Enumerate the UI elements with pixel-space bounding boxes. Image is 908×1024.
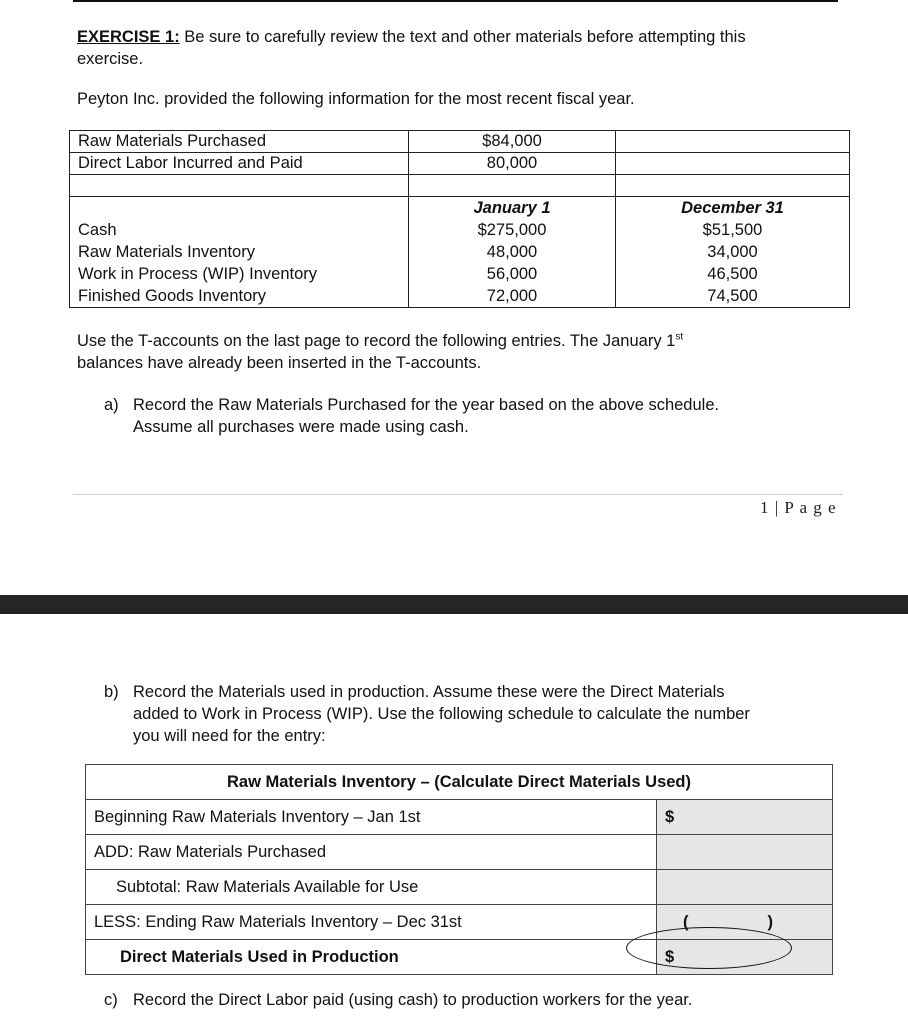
balance-labels [70, 197, 409, 308]
exercise-text-line2: exercise. [77, 50, 144, 68]
january-header: January 1 [473, 199, 551, 217]
intro-text: Peyton Inc. provided the following information for the most recent fiscal year. [77, 90, 635, 108]
table-row [86, 835, 833, 870]
page-number: 1 | P a g e [760, 498, 837, 517]
item-c-marker: c) [104, 991, 118, 1009]
jan-value: 72,000 [486, 287, 538, 305]
exercise-heading [77, 26, 847, 70]
calc-row-label: Beginning Raw Materials Inventory – Jan 1st [86, 800, 657, 835]
december-header: December 31 [681, 199, 784, 217]
item-a-marker: a) [104, 396, 119, 414]
row-label: Direct Labor Incurred and Paid [70, 153, 409, 175]
calc-value-field[interactable]: $ [657, 940, 833, 975]
balance-label-raw-materials: Raw Materials Inventory [78, 243, 255, 261]
item-b-line2: added to Work in Process (WIP). Use the following schedule to calculate the number [133, 705, 750, 723]
item-b-line1: Record the Materials used in production. Assume these were the Direct Materials [133, 683, 725, 701]
january-column [409, 197, 616, 308]
dec-value: 74,500 [707, 287, 758, 305]
dec-value: 46,500 [707, 265, 758, 283]
item-c [104, 989, 844, 1011]
row-value: 80,000 [409, 153, 616, 175]
calc-value-field[interactable] [657, 870, 833, 905]
calc-row-label: LESS: Ending Raw Materials Inventory – Dec 31st [86, 905, 657, 940]
paren-close: ) [767, 912, 773, 931]
paren-open: ( [683, 912, 689, 931]
calc-row-label: ADD: Raw Materials Purchased [86, 835, 657, 870]
december-column [616, 197, 850, 308]
jan-value: 48,000 [486, 243, 538, 261]
instructions-line1: Use the T-accounts on the last page to record the following entries. The January 1 [77, 332, 676, 350]
item-a-line2: Assume all purchases were made using cash. [133, 418, 469, 436]
calc-value-field[interactable]: $ [657, 800, 833, 835]
table-row [86, 765, 833, 800]
balance-label-cash: Cash [78, 221, 117, 239]
page-break-bar [0, 595, 908, 614]
instructions-superscript: st [675, 331, 684, 343]
item-a-line1: Record the Raw Materials Purchased for the year based on the above schedule. [133, 396, 720, 414]
instructions-line2: balances have already been inserted in the T-accounts. [77, 354, 482, 372]
item-a [104, 394, 844, 438]
balance-label-wip: Work in Process (WIP) Inventory [78, 265, 318, 283]
exercise-text-line1: Be sure to carefully review the text and other materials before attempting this [179, 28, 746, 46]
calc-row-label: Direct Materials Used in Production [86, 940, 657, 975]
empty-cell [409, 175, 616, 197]
calc-value-field[interactable] [657, 835, 833, 870]
empty-cell [616, 153, 850, 175]
dec-value: $51,500 [702, 221, 763, 239]
balance-label-finished-goods: Finished Goods Inventory [78, 287, 267, 305]
jan-value: 56,000 [486, 265, 538, 283]
table-row [86, 800, 833, 835]
calc-row-label: Subtotal: Raw Materials Available for Use [86, 870, 657, 905]
handdrawn-oval-annotation [626, 927, 792, 969]
table-row [70, 153, 850, 175]
table-row [86, 870, 833, 905]
table-row [70, 175, 850, 197]
table-row [70, 197, 850, 308]
table-row [70, 131, 850, 153]
exercise-label: EXERCISE 1: [77, 28, 180, 46]
item-b [104, 681, 844, 747]
empty-cell [616, 175, 850, 197]
item-b-marker: b) [104, 683, 119, 701]
item-c-line1: Record the Direct Labor paid (using cash) to production workers for the year. [133, 991, 693, 1009]
fiscal-schedule-table [69, 130, 850, 308]
empty-cell [70, 175, 409, 197]
empty-cell [616, 131, 850, 153]
dec-value: 34,000 [707, 243, 758, 261]
item-b-line3: you will need for the entry: [133, 727, 326, 745]
row-value: $84,000 [409, 131, 616, 153]
calc-table-title: Raw Materials Inventory – (Calculate Direct Materials Used) [86, 765, 833, 800]
jan-value: $275,000 [477, 221, 547, 239]
row-label: Raw Materials Purchased [70, 131, 409, 153]
instructions-paragraph [77, 330, 847, 374]
footer-divider [73, 494, 843, 495]
top-rule [73, 0, 838, 2]
